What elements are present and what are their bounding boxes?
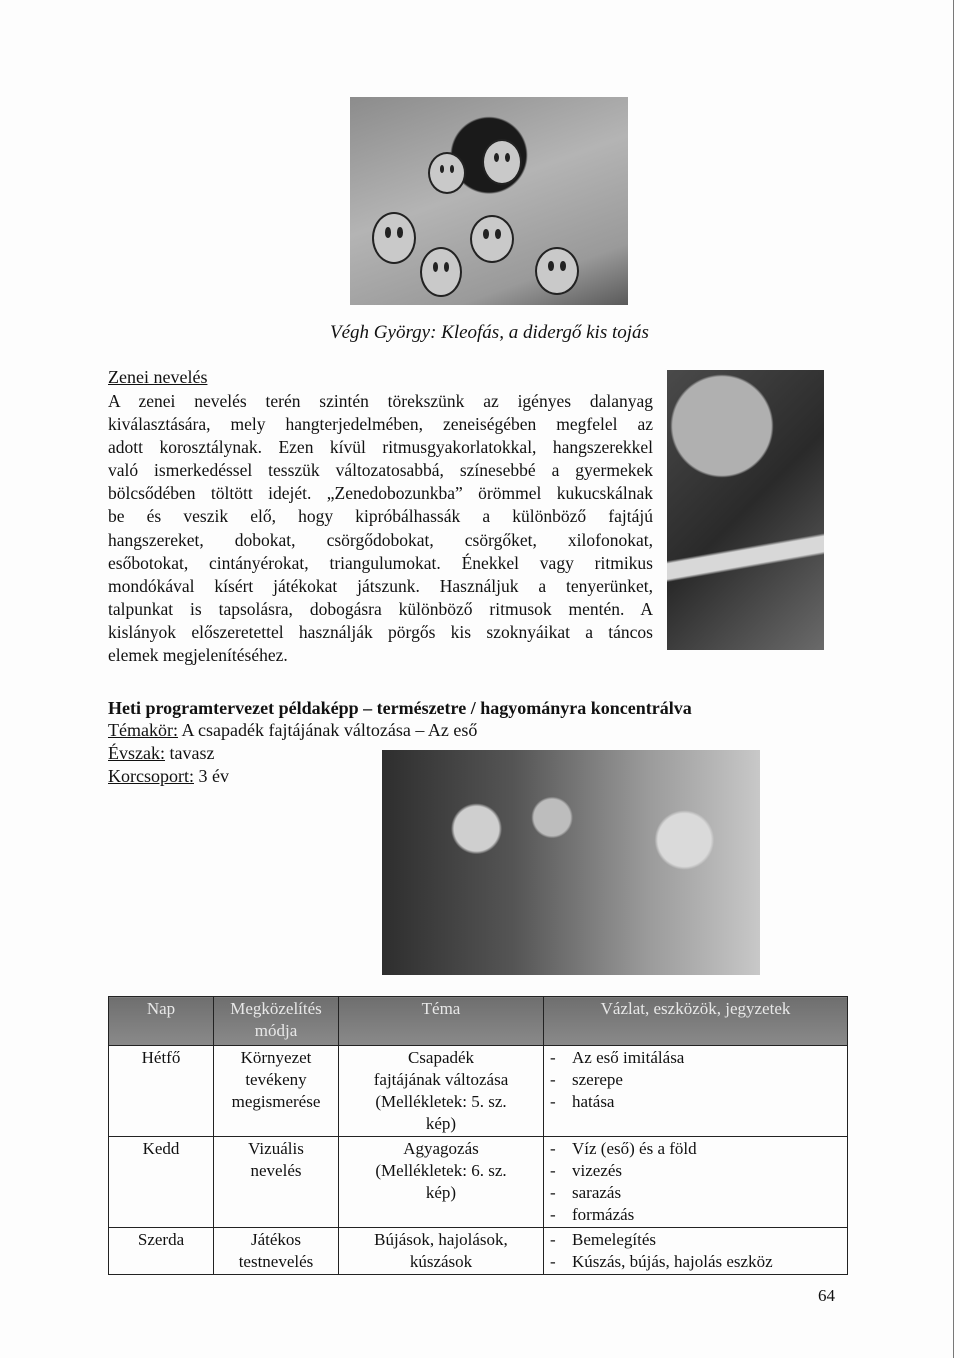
list-item: - szerepe (572, 1069, 843, 1091)
paragraph-line: esőbotokat, cintányérokat, triangulumokat. Énekkel vagy ritmikus (108, 552, 653, 573)
cell-approach (214, 1046, 339, 1137)
cell-line: Csapadék (407, 1048, 475, 1067)
cell-line: fajtájának változása (373, 1070, 509, 1089)
cell-day: Szerda (109, 1228, 214, 1275)
photo-child-xylophone (667, 370, 824, 650)
photo-egg-characters (350, 97, 628, 305)
smiley-face-icon (420, 247, 462, 297)
cell-line: kúszások (409, 1252, 473, 1271)
cell-line: kép) (425, 1183, 457, 1202)
cell-line: (Mellékletek: 5. sz. (375, 1092, 507, 1111)
weekly-plan-heading: Heti programtervezet példaképp – természetre / hagyományra koncentrálva (108, 698, 692, 718)
cell-notes (544, 1228, 848, 1275)
table-row (109, 1046, 848, 1137)
topic-line (108, 720, 477, 741)
age-group-value: 3 év (193, 766, 229, 786)
smiley-face-icon (428, 152, 466, 194)
cell-line: nevelés (250, 1161, 302, 1180)
header-topic: Téma (339, 997, 544, 1046)
page-edge-rule (953, 0, 954, 1358)
paragraph-line: A zenei nevelés terén szintén törekszünk az igényes dalanyag (108, 391, 653, 411)
cell-line: (Mellékletek: 6. sz. (375, 1161, 507, 1180)
cell-line: tevékeny (245, 1070, 307, 1089)
cell-line: Agyagozás (403, 1139, 479, 1158)
paragraph-line: kiválasztására, mely hangterjedelmében, zeneiségében megfelel az (108, 414, 653, 435)
cell-line: Vizuális (248, 1139, 304, 1158)
topic-value: A csapadék fajtájának változása – Az eső (177, 720, 478, 740)
paragraph-line: való ismerkedéssel tesszük változatosabbá, színesebbé a gyermekek (108, 460, 653, 481)
list-item: - vizezés (572, 1160, 843, 1182)
cell-approach (214, 1137, 339, 1228)
smiley-face-icon (482, 139, 522, 185)
cell-line: Játékos (250, 1230, 302, 1249)
page-number: 64 (818, 1286, 835, 1305)
cell-line: testnevelés (238, 1252, 314, 1271)
cell-line: Környezet (240, 1048, 312, 1067)
cell-approach (214, 1228, 339, 1275)
paragraph-line: talpunkat is tapsolásra, dobogásra különböző ritmusok mentén. A (108, 598, 653, 619)
cell-topic (339, 1228, 544, 1275)
list-item: - Víz (eső) és a föld (572, 1138, 843, 1160)
list-item: - Kúszás, bújás, hajolás eszköz (572, 1251, 843, 1273)
header-notes: Vázlat, eszközök, jegyzetek (544, 997, 848, 1046)
music-paragraph (108, 390, 653, 667)
smiley-face-icon (372, 212, 416, 264)
table-header-row (109, 997, 848, 1046)
cell-line: kép) (425, 1114, 457, 1133)
smiley-face-icon (535, 247, 579, 295)
weekly-plan-table (108, 996, 848, 1275)
age-group-line (108, 766, 229, 787)
cell-line: megismerése (231, 1092, 321, 1111)
photo-children-group (382, 750, 760, 975)
cell-line: Bújások, hajolások, (374, 1230, 508, 1249)
list-item: - Bemelegítés (572, 1229, 843, 1251)
cell-notes (544, 1137, 848, 1228)
list-item: - formázás (572, 1204, 843, 1226)
topic-label: Témakör: (108, 720, 178, 740)
table-row (109, 1228, 848, 1275)
list-item: - Az eső imitálása (572, 1047, 843, 1069)
table-row (109, 1137, 848, 1228)
section-heading-music: Zenei nevelés (108, 367, 208, 387)
smiley-face-icon (470, 215, 514, 263)
list-item: - hatása (572, 1091, 843, 1113)
header-day: Nap (109, 997, 214, 1046)
season-line (108, 743, 214, 764)
cell-topic (339, 1137, 544, 1228)
cell-notes (544, 1046, 848, 1137)
paragraph-line: mondókával kísért játékokat játszunk. Használjuk a tenyerünket, (108, 575, 653, 596)
list-item: - sarazás (572, 1182, 843, 1204)
paragraph-line: elemek megjelenítéséhez. (108, 645, 288, 666)
cell-day: Kedd (109, 1137, 214, 1228)
paragraph-line: kislányok előszeretettel használják pörgős kis szoknyáikat a táncos (108, 621, 653, 642)
season-value: tavasz (164, 743, 215, 763)
season-label: Évszak: (108, 743, 165, 763)
paragraph-line: adott korosztálynak. Ezen kívül ritmusgyakorlatokkal, hangszerekkel (108, 437, 653, 458)
photo-caption: Végh György: Kleofás, a didergő kis tojás (330, 322, 649, 343)
age-group-label: Korcsoport: (108, 766, 194, 786)
paragraph-line: be és veszik elő, hogy kipróbálhassák a különböző fajtájú (108, 506, 653, 527)
cell-topic (339, 1046, 544, 1137)
cell-day: Hétfő (109, 1046, 214, 1137)
paragraph-line: hangszereket, dobokat, csörgődobokat, csörgőket, xilofonokat, (108, 529, 653, 550)
header-approach: Megközelítés módja (214, 997, 339, 1046)
paragraph-line: bölcsődében töltött idejét. „Zenedobozunkba” örömmel kukucskálnak (108, 483, 653, 504)
